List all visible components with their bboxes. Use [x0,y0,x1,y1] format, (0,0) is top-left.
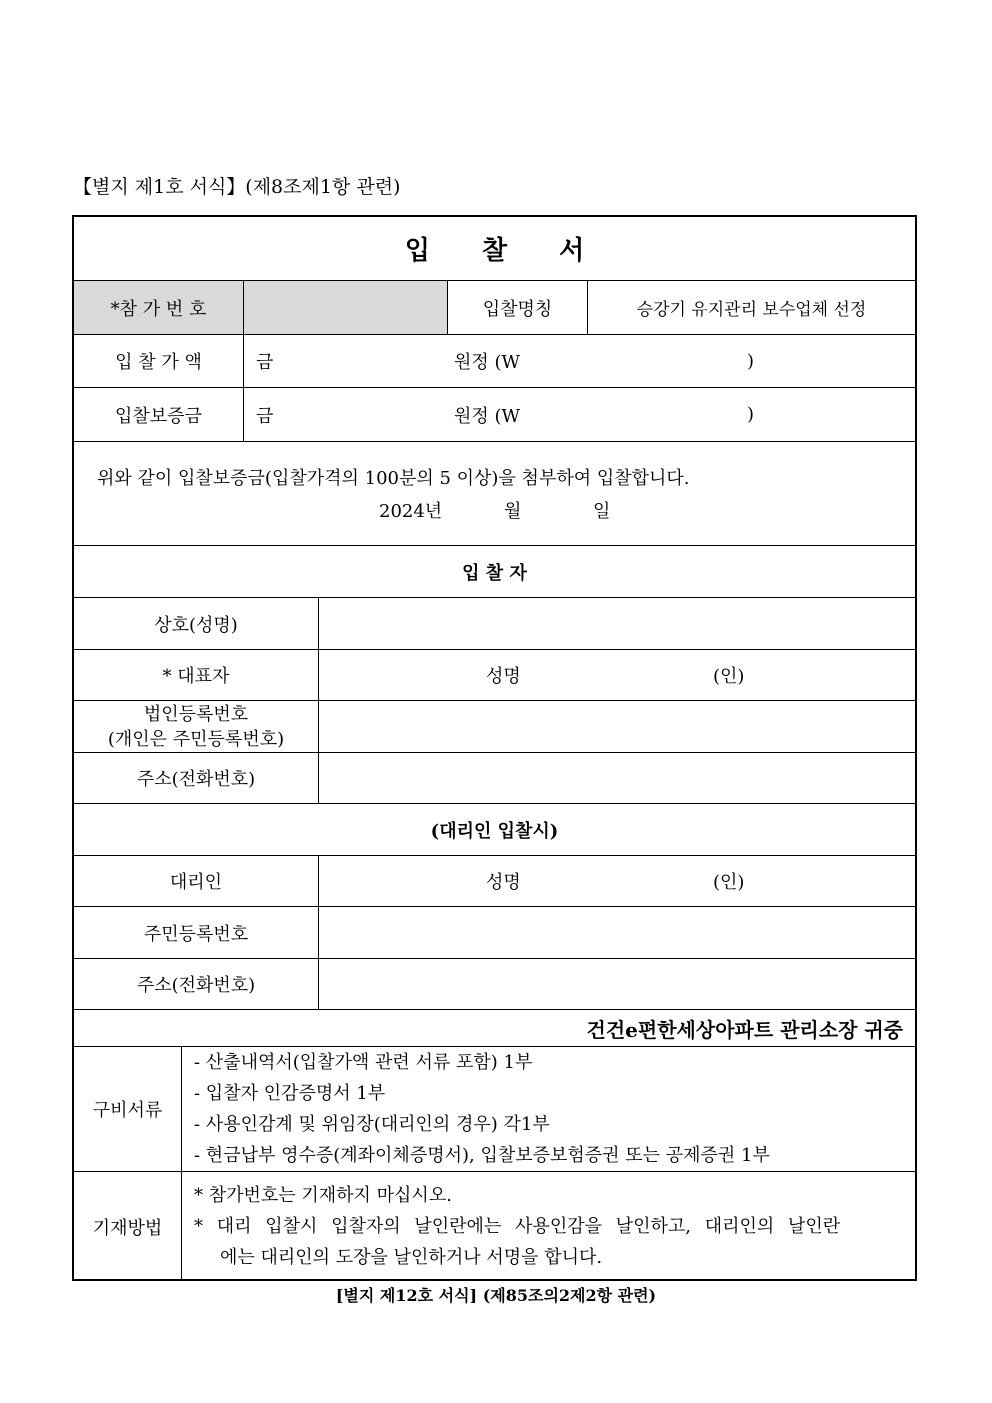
agent-row [74,856,915,907]
recipient-row [74,1010,915,1047]
participant-no-field[interactable] [244,281,448,334]
date-month: 월 [504,501,522,522]
instructions-row [74,1172,915,1281]
representative-field[interactable] [319,650,915,700]
statement-row [74,442,915,546]
resident-field[interactable] [319,907,915,958]
bid-bond-row [74,388,915,442]
bid-form [72,215,917,1281]
bid-amount-row [74,335,915,388]
bid-bond-field[interactable] [244,388,915,441]
agent-section-row [74,804,915,856]
footer-caption: [별지 제12호 서식] (제85조의2제2항 관련) [335,1286,657,1305]
representative-name-label: 성명 [486,666,521,687]
agent-section-title: (대리인 입찰시) [430,820,559,842]
list-item: - 입찰자 인감증명서 1부 [194,1083,386,1104]
bid-name-label: 입찰명칭 [448,281,588,334]
date-year: 2024년 [379,501,443,522]
agent-address-row [74,959,915,1010]
company-label: 상호(성명) [74,598,319,649]
company-field[interactable] [319,598,915,649]
registration-field[interactable] [319,701,915,752]
bid-bond-won: 원정 (W [454,405,521,427]
bidder-address-field[interactable] [319,753,915,803]
form-title: 입 찰 서 [404,236,585,266]
required-docs-list [182,1047,915,1171]
bidder-section-title: 입 찰 자 [462,562,527,584]
bid-amount-close: ) [747,350,755,372]
list-item: * 참가번호는 기재하지 마십시오. [194,1185,452,1206]
resident-label: 주민등록번호 [74,907,319,958]
company-row [74,598,915,650]
form-caption: 【별지 제1호 서식】(제8조제1항 관련) [73,176,401,198]
list-item: - 현금납부 영수증(계좌이체증명서), 입찰보증보험증권 또는 공제증권 1부 [194,1145,770,1166]
representative-seal: (인) [713,666,745,687]
resident-row [74,907,915,959]
bid-amount-label: 입 찰 가 액 [74,335,244,387]
list-item: - 사용인감계 및 위임장(대리인의 경우) 각1부 [194,1114,550,1135]
participant-no-label: *참 가 번 호 [74,281,244,334]
participant-row [74,281,915,335]
bid-amount-prefix: 금 [256,352,274,373]
statement-text: 위와 같이 입찰보증금(입찰가격의 100분의 5 이상)을 첨부하여 입찰합니다. [97,468,690,489]
agent-seal: (인) [713,872,745,893]
bid-bond-label: 입찰보증금 [74,388,244,441]
title-row [74,217,915,281]
bidder-address-row [74,753,915,804]
agent-label: 대리인 [74,856,319,906]
bid-name-value: 승강기 유지관리 보수업체 선정 [636,300,867,320]
bidder-address-label: 주소(전화번호) [74,753,319,803]
list-item: - 산출내역서(입찰가액 관련 서류 포함) 1부 [194,1052,533,1073]
required-docs-label: 구비서류 [74,1047,182,1171]
date-day: 일 [593,501,611,522]
list-item: * 대리 입찰시 입찰자의 날인란에는 사용인감을 날인하고, 대리인의 날인란 [194,1216,841,1237]
recipient-text: 건건e편한세상아파트 관리소장 귀중 [586,1017,903,1042]
instructions-label: 기재방법 [74,1172,182,1281]
bid-amount-field[interactable] [244,335,915,387]
required-docs-row [74,1047,915,1172]
bid-bond-close: ) [747,404,755,425]
agent-address-label: 주소(전화번호) [74,959,319,1009]
agent-field[interactable] [319,856,915,906]
instructions-list [182,1172,915,1281]
agent-address-field[interactable] [319,959,915,1009]
agent-name-label: 성명 [486,872,521,893]
representative-row [74,650,915,701]
registration-label: 법인등록번호 (개인은 주민등록번호) [74,701,319,752]
bidder-section-row [74,546,915,598]
bid-amount-won: 원정 (W [454,352,521,373]
representative-label: * 대표자 [74,650,319,700]
registration-row [74,701,915,753]
bid-bond-prefix: 금 [256,405,274,427]
list-item: 에는 대리인의 도장을 날인하거나 서명을 합니다. [220,1247,603,1268]
